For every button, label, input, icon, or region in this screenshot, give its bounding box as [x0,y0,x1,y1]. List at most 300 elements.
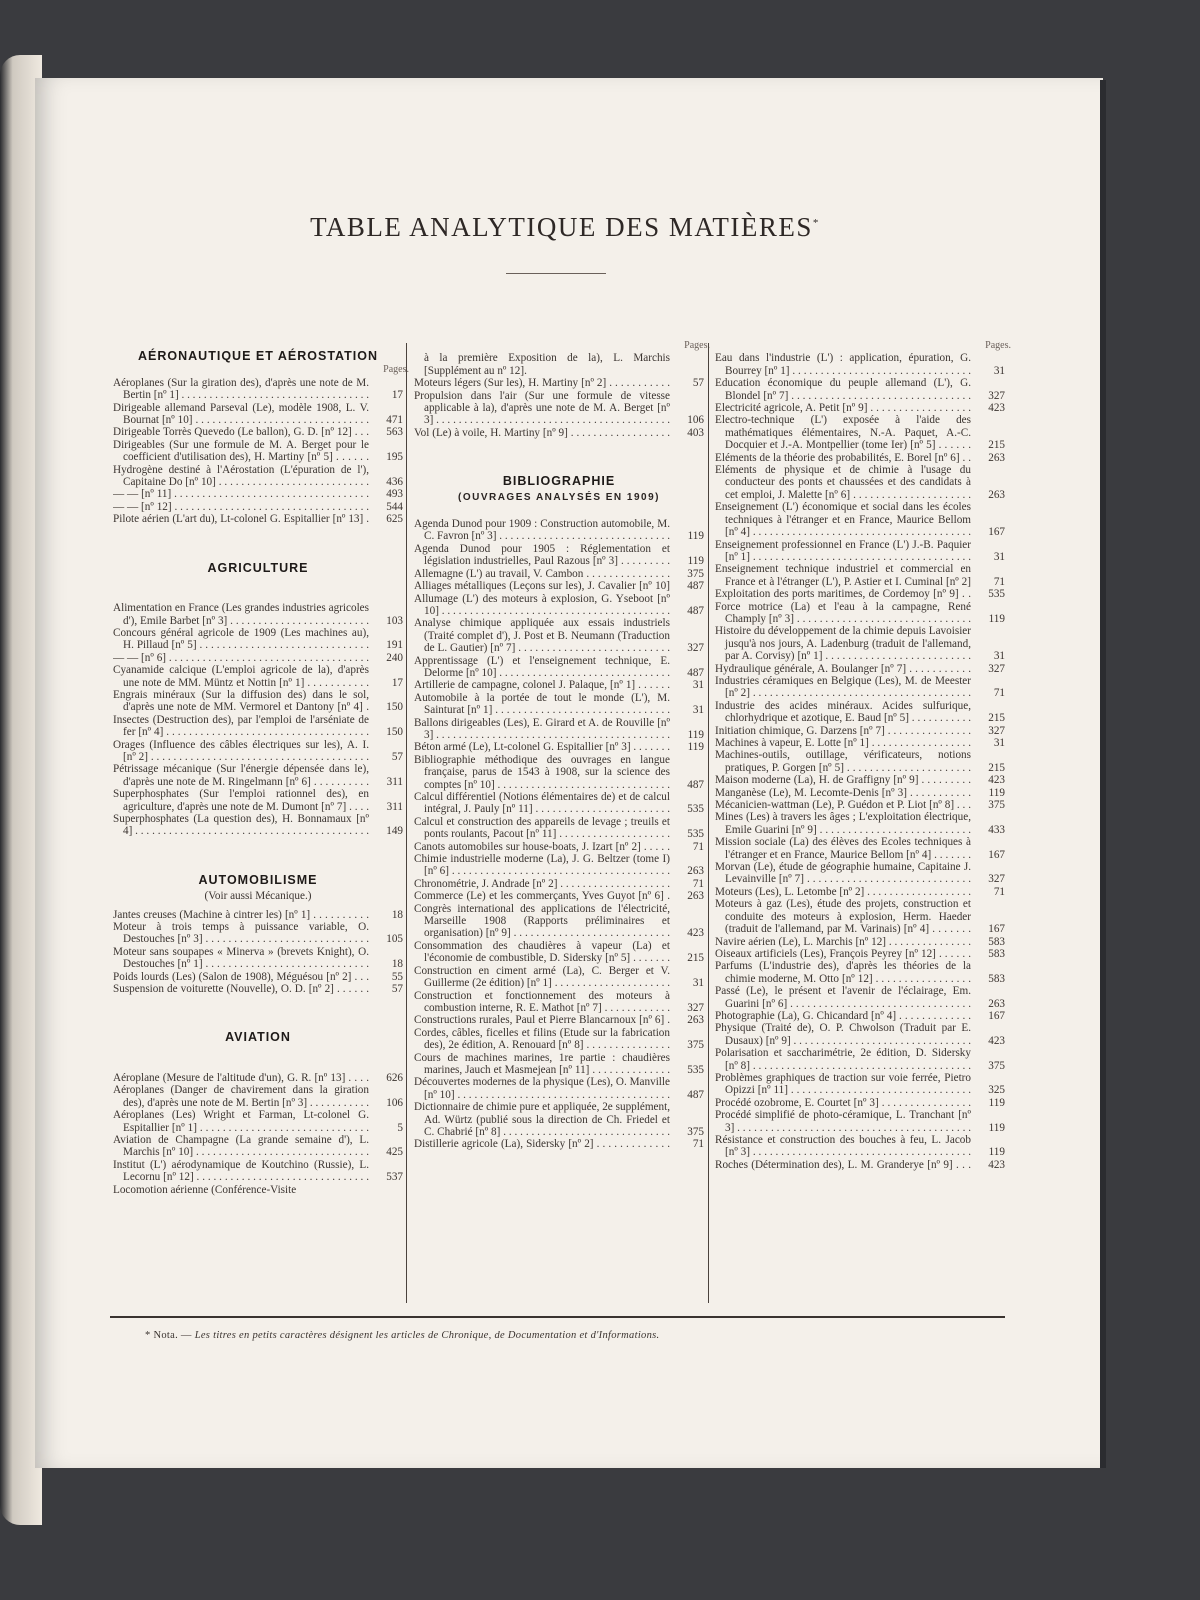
index-column-3 [715,340,1011,1171]
index-entry [715,464,1005,501]
index-entry [715,377,1005,402]
index-entry [715,539,1005,564]
entry-page-number: 71 [975,687,1005,699]
spacer [113,526,403,552]
entry-page-number: 327 [975,390,1005,402]
entry-title: Jantes creuses (Machine à cintrer les) [nº 1] . . . [113,909,369,921]
index-entry [113,813,403,838]
entry-title: Machines à vapeur, E. Lotte [nº 1] . . . [715,737,971,749]
entry-title: Passé (Le), le présent et l'avenir de l'éclairage, Em. Guarini [nº 6] . . . [715,985,971,1010]
entry-title: Calcul différentiel (Notions élémentaires de) et de calcul intégral, J. Pauly [nº 11] . . . [414,791,670,816]
entry-page-number: 625 [373,513,403,525]
entry-title: Bibliographie méthodique des ouvrages en langue française, parus de 1543 à 1908, sur la science des comptes [nº 10] . . . [414,754,670,791]
entry-title: Mission sociale (La) des élèves des Ecoles techniques à l'étranger et en France, Maurice Bellom [nº 4] . . . [715,836,971,861]
index-entry [715,452,1005,464]
index-entry [715,1097,1005,1109]
entry-page-number: 31 [674,977,704,989]
index-entry [715,985,1005,1010]
entry-page-number: 106 [674,414,704,426]
entry-title: Maison moderne (La), H. de Graffigny [nº 9] . . . [715,774,971,786]
entry-page-number: 150 [373,726,403,738]
entry-title: Physique (Traité de), O. P. Chwolson (Traduit par E. Dusaux) [nº 9] . . . [715,1022,971,1047]
entry-page-number: 325 [975,1084,1005,1096]
index-entry [113,946,403,971]
entry-page-number: 423 [975,1159,1005,1171]
index-entry [414,427,704,439]
entry-page-number: 311 [373,801,403,813]
entry-title: Superphosphates (Sur l'emploi rationnel des), en agriculture, d'après une note de M. Dumont [nº 7] . . . [113,788,369,813]
index-entry [113,1109,403,1134]
index-entry [414,1101,704,1138]
entry-page-number: 487 [674,605,704,617]
entry-title: Chronométrie, J. Andrade [nº 2] . . . [414,878,670,890]
index-entry [414,352,704,377]
spacer [414,439,704,465]
index-entry [113,602,403,627]
entry-page-number: 327 [674,1002,704,1014]
index-entry [414,543,704,568]
index-entry [113,501,403,513]
index-entry [715,1022,1005,1047]
index-entry [715,1047,1005,1072]
index-entry [414,990,704,1015]
index-entry [715,936,1005,948]
entry-page-number: 327 [975,725,1005,737]
entry-title: Agenda Dunod pour 1909 : Construction automobile, M. C. Favron [nº 3] . . . [414,518,670,543]
section-subheading: (OUVRAGES ANALYSÉS EN 1909) [457,491,661,503]
index-entry [414,754,704,791]
entry-page-number: 5 [373,1122,403,1134]
index-entry [715,737,1005,749]
entry-title: Manganèse (Le), M. Lecomte-Denis [nº 3] . . . [715,787,971,799]
page-title [0,212,1130,243]
entry-page-number: 195 [373,451,403,463]
entry-title: Constructions rurales, Paul et Pierre Blancarnoux [nº 6] . . . [414,1014,670,1026]
see-also-note: (Voir aussi Mécanique.) [204,890,312,903]
entry-title: Canots automobiles sur house-boats, J. Izart [nº 2] . . . [414,841,670,853]
entry-title: Histoire du développement de la chimie depuis Lavoisier jusqu'à nos jours, A. Ladenburg (traduit de l'allemand, par A. Corvisy) [nº 1] . . . [715,625,971,662]
section-heading: AGRICULTURE [207,560,309,575]
index-column-2 [414,340,710,1151]
entry-title: Chimie industrielle moderne (La), J. G. Beltzer (tome I) [nº 6] . . . [414,853,670,878]
index-entry [113,921,403,946]
entry-title: Electro-technique (L') exposée à l'aide des mathématiques élémentaires, N.-A. Paquet, A.-C. Docquier et J.-A. Montpellier (tome Ier) [nº 5] . . . [715,414,971,451]
entry-page-number: 106 [373,1097,403,1109]
index-entry [414,853,704,878]
index-entry [414,791,704,816]
entry-page-number: 425 [373,1146,403,1158]
entry-title: Insectes (Destruction des), par l'emploi de l'arséniate de fer [nº 4] . . . [113,714,369,739]
index-entry [414,617,704,654]
entry-title: Alimentation en France (Les grandes industries agricoles d'), Emile Barbet [nº 3] . . . [113,602,369,627]
index-entry [715,774,1005,786]
index-entry [715,948,1005,960]
index-entry [715,787,1005,799]
index-entry [414,1076,704,1101]
entry-title: Eau dans l'industrie (L') : application, épuration, G. Bourrey [nº 1] . . . [715,352,971,377]
index-entry [715,700,1005,725]
entry-title: Superphosphates (La question des), H. Bonnamaux [nº 4] . . . [113,813,369,838]
footnote-label: * Nota. — [145,1330,192,1341]
entry-page-number: 31 [975,551,1005,563]
index-entry [715,836,1005,861]
index-entry [715,625,1005,662]
index-entry [113,513,403,525]
index-entry [715,352,1005,377]
entry-page-number: 327 [975,873,1005,885]
entry-title: Béton armé (Le), Lt-colonel G. Espitallier [nº 3] . . . [414,741,670,753]
entry-title: Problèmes graphiques de traction sur voie ferrée, Pietro Opizzi [nº 11] . . . [715,1072,971,1097]
entry-page-number: 119 [975,1097,1005,1109]
pages-column-label: Pages. [684,340,710,351]
index-column-1 [113,340,409,1196]
index-entry [715,1072,1005,1097]
entry-page-number: 583 [975,936,1005,948]
entry-title: Calcul et construction des appareils de levage ; treuils et ponts roulants, Pacout [nº 11] . . . [414,816,670,841]
entry-page-number: 493 [373,488,403,500]
entry-page-number: 103 [373,615,403,627]
entry-title: Dictionnaire de chimie pure et appliquée, 2e supplément, Ad. Würtz (publié sous la direction de Ch. Friedel et C. Chabrié [nº 8] . . . [414,1101,670,1138]
index-entry [715,725,1005,737]
entry-title: Eléments de physique et de chimie à l'usage du conducteur des ponts et chaussées et des candidats à cet emploi, J. Malette [nº 6] . . . [715,464,971,501]
entry-page-number: 583 [975,973,1005,985]
index-entry [715,1010,1005,1022]
entry-title: Moteurs légers (Sur les), H. Martiny [nº 2] . . . [414,377,670,389]
section-heading: BIBLIOGRAPHIE [502,474,616,489]
spacer [113,1046,403,1072]
entry-page-number: 433 [975,824,1005,836]
entry-page-number: 119 [975,787,1005,799]
entry-page-number: 31 [975,365,1005,377]
entry-title: Electricité agricole, A. Petit [nº 9] . . . [715,402,971,414]
index-entry [715,563,1005,588]
entry-page-number: 18 [373,909,403,921]
pages-column-label: Pages. [383,364,409,376]
entry-page-number: 537 [373,1171,403,1183]
entry-page-number: 167 [975,526,1005,538]
entry-page-number: 57 [674,377,704,389]
entry-title: Pilote aérien (L'art du), Lt-colonel G. Espitallier [nº 13] . . . [113,513,369,525]
index-entry [414,717,704,742]
entry-title: Cours de machines marines, 1re partie : chaudières marines, Jauch et Masmejean [nº 11] . . . [414,1052,670,1077]
entry-page-number: 71 [674,841,704,853]
pages-column-label: Pages. [985,340,1011,351]
entry-page-number: 263 [975,998,1005,1010]
entry-page-number: 487 [674,1089,704,1101]
entry-title: Institut (L') aérodynamique de Koutchino (Russie), L. Lecornu [nº 12] . . . [113,1159,369,1184]
entry-page-number: 71 [674,878,704,890]
footnote [145,1330,659,1341]
entry-page-number: 167 [975,849,1005,861]
entry-title: Photographie (La), G. Chicandard [nº 4] . . . [715,1010,971,1022]
index-entry [414,518,704,543]
entry-title: Parfums (L'industrie des), d'après les théories de la chimie moderne, M. Otto [nº 12] . . . [715,960,971,985]
index-entry [715,675,1005,700]
entry-title: Roches (Détermination des), L. M. Granderye [nº 9] . . . [715,1159,971,1171]
entry-title: Eléments de la théorie des probabilités, E. Borel [nº 6] . . . [715,452,971,464]
bottom-rule [110,1316,1005,1318]
entry-page-number: 327 [674,642,704,654]
index-entry [414,903,704,940]
entry-title: Distillerie agricole (La), Sidersky [nº 2] . . . [414,1138,670,1150]
index-entry [113,426,403,438]
entry-title: Force motrice (La) et l'eau à la campagne, René Champly [nº 3] . . . [715,601,971,626]
index-entry [414,878,704,890]
entry-page-number: 544 [373,501,403,513]
index-entry [113,714,403,739]
entry-page-number: 375 [674,568,704,580]
entry-page-number: 215 [674,952,704,964]
entry-title: Aéroplanes (Les) Wright et Farman, Lt-colonel G. Espitallier [nº 1] . . . [113,1109,369,1134]
entry-page-number: 119 [975,1122,1005,1134]
entry-title: Enseignement (L') économique et social dans les écoles techniques à l'étranger et en France, Maurice Bellom [nº 4] . . . [715,501,971,538]
index-entry [414,841,704,853]
entry-title: Dirigeable Torrès Quevedo (Le ballon), G. D. [nº 12] . . . [113,426,369,438]
spacer [113,576,403,602]
entry-title: Industrie des acides minéraux. Acides sulfurique, chlorhydrique et azotique, E. Baud [nº 5] . . . [715,700,971,725]
index-entry [113,1072,403,1084]
entry-title: Congrès international des applications de l'électricité, Marseille 1908 (Rapports préliminaires et organisation) [nº 9] . . . [414,903,670,940]
entry-page-number: 167 [975,923,1005,935]
entry-page-number: 31 [674,679,704,691]
entry-title: Découvertes modernes de la physique (Les), O. Manville [nº 10] . . . [414,1076,670,1101]
entry-title: Suspension de voiturette (Nouvelle), O. D. [nº 2] . . . [113,983,369,995]
footnote-text: Les titres en petits caractères désignent les articles de Chronique, de Documentation et d'Informations. [194,1330,660,1341]
entry-title: Industries céramiques en Belgique (Les), M. de Meester [nº 2] . . . [715,675,971,700]
index-entry [113,402,403,427]
entry-title: — — [nº 6] . . . [113,652,369,664]
index-entry [715,1159,1005,1171]
index-entry [715,414,1005,451]
entry-page-number: 583 [975,948,1005,960]
entry-title: — — [nº 12] . . . [113,501,369,513]
entry-title: Aéroplanes (Danger de chavirement dans la giration des), d'après une note de M. Bertin [nº 3] . . . [113,1084,369,1109]
entry-page-number: 263 [674,865,704,877]
title-text: TABLE ANALYTIQUE DES MATIÈRES [310,212,813,242]
index-entry [113,377,403,402]
title-rule [506,273,606,274]
entry-page-number: 375 [975,1060,1005,1072]
entry-page-number: 436 [373,476,403,488]
entry-title: Engrais minéraux (Sur la diffusion des) dans le sol, d'après une note de MM. Vermorel et Dantony [nº 4] . . . [113,689,369,714]
entry-title: Enseignement technique industriel et commercial en France et à l'étranger (L'), P. Astier et I. Cuminal [nº 2] . . . [715,563,971,588]
index-entry [113,689,403,714]
entry-page-number: 403 [674,427,704,439]
column-divider [708,343,709,1303]
entry-page-number: 215 [975,712,1005,724]
index-entry [715,588,1005,600]
entry-page-number: 71 [975,576,1005,588]
index-entry [414,1027,704,1052]
index-entry [414,816,704,841]
index-entry [715,1109,1005,1134]
entry-title: Ballons dirigeables (Les), E. Girard et A. de Rouville [nº 3] . . . [414,717,670,742]
index-entry [414,679,704,691]
entry-title: Alliages métalliques (Leçons sur les), J. Cavalier [nº 10] . . . [414,580,670,592]
index-entry [113,1184,403,1196]
entry-page-number: 31 [975,650,1005,662]
entry-title: Résistance et construction des bouches à feu, L. Jacob [nº 3] . . . [715,1134,971,1159]
index-entry [715,601,1005,626]
entry-page-number: 18 [373,958,403,970]
entry-title: Construction et fonctionnement des moteurs à combustion interne, R. E. Mathot [nº 7] . . . [414,990,670,1015]
entry-page-number: 240 [373,652,403,664]
entry-title: Agenda Dunod pour 1905 : Réglementation et législation industrielles, Paul Razous [nº 3] . . . [414,543,670,568]
entry-title: Hydraulique générale, A. Boulanger [nº 7] . . . [715,663,971,675]
index-entry [414,1052,704,1077]
entry-title: Education économique du peuple allemand (L'), G. Blondel [nº 7] . . . [715,377,971,402]
entry-title: Poids lourds (Les) (Salon de 1908), Méguésou [nº 2] . . . [113,971,369,983]
entry-title: à la première Exposition de la), L. Marchis [Supplément au nº 12]. [424,352,670,377]
entry-title: Aéroplanes (Sur la giration des), d'après une note de M. Bertin [nº 1] . . . [113,377,369,402]
book-cover-edge [1100,80,1106,1468]
entry-title: Mines (Les) à travers les âges ; L'exploitation électrique, Emile Guarini [nº 9] . . . [715,811,971,836]
entry-title: Moteur à trois temps à puissance variable, O. Destouches [nº 3] . . . [113,921,369,946]
entry-title: Pétrissage mécanique (Sur l'énergie dépensée dans le), d'après une note de M. Ringelmann [nº 6] . . . [113,763,369,788]
entry-page-number: 311 [373,776,403,788]
entry-title: Morvan (Le), étude de géographie humaine, Capitaine J. Levainville [nº 7] . . . [715,861,971,886]
entry-page-number: 17 [373,389,403,401]
entry-title: — — [nº 11] . . . [113,488,369,500]
index-entry [113,971,403,983]
index-entry [113,627,403,652]
entry-page-number: 375 [975,799,1005,811]
entry-page-number: 215 [975,439,1005,451]
index-entry [113,464,403,489]
entry-page-number: 423 [975,774,1005,786]
entry-title: Moteurs à gaz (Les), étude des projets, construction et conduite des moteurs à explosion, Herm. Haeder (traduit de l'allemand, par M. Varinais) [nº 4] . . . [715,898,971,935]
index-entry [414,940,704,965]
index-entry [113,788,403,813]
entry-title: Polarisation et saccharimétrie, 2e édition, D. Sidersky [nº 8] . . . [715,1047,971,1072]
index-entry [113,439,403,464]
entry-page-number: 215 [975,762,1005,774]
entry-title: Oiseaux artificiels (Les), François Peyrey [nº 12] . . . [715,948,971,960]
index-entry [113,983,403,995]
index-entry [715,960,1005,985]
index-entry [715,749,1005,774]
entry-title: Enseignement professionnel en France (L') J.-B. Paquier [nº 1] . . . [715,539,971,564]
entry-title: Orages (Influence des câbles électriques sur les), A. I. [nº 2] . . . [113,739,369,764]
index-entry [113,1084,403,1109]
entry-page-number: 119 [674,530,704,542]
entry-page-number: 105 [373,933,403,945]
entry-title: Dirigeable allemand Parseval (Le), modèle 1908, L. V. Bournat [nº 10] . . . [113,402,369,427]
spacer [113,838,403,864]
entry-title: Vol (Le) à voile, H. Martiny [nº 9] . . . [414,427,670,439]
index-entry [715,861,1005,886]
entry-title: Dirigeables (Sur une formule de M. A. Berget pour le coefficient d'utilisation des), H. Martiny [nº 5] . . . [113,439,369,464]
index-entry [414,965,704,990]
index-entry [414,390,704,427]
entry-page-number: 375 [674,1039,704,1051]
entry-title: Consommation des chaudières à vapeur (La) et l'économie de combustible, D. Sidersky [nº 5] . . . [414,940,670,965]
entry-title: Cordes, câbles, ficelles et filins (Etude sur la fabrication des), 2e édition, A. Renouard [nº 8] . . . [414,1027,670,1052]
index-entry [414,580,704,592]
entry-title: Moteur sans soupapes « Minerva » (brevets Knight), O. Destouches [nº 1] . . . [113,946,369,971]
entry-title: Aviation de Champagne (La grande semaine d'), L. Marchis [nº 10] . . . [113,1134,369,1159]
index-entry [113,1134,403,1159]
index-entry [715,811,1005,836]
index-entry [715,799,1005,811]
title-footnote-mark: * [812,217,820,229]
entry-page-number: 327 [975,663,1005,675]
entry-title: Machines-outils, outillage, vérificateurs, notions pratiques, P. Gorgen [nº 5] . . . [715,749,971,774]
entry-title: Procédé simplifié de photo-céramique, L. Tranchant [nº 3] . . . [715,1109,971,1134]
index-entry [715,501,1005,538]
index-entry [715,402,1005,414]
index-entry [715,898,1005,935]
index-entry [414,568,704,580]
index-entry [715,663,1005,675]
entry-page-number: 71 [674,1138,704,1150]
entry-page-number: 471 [373,414,403,426]
index-entry [113,763,403,788]
index-entry [414,1138,704,1150]
entry-title: Navire aérien (Le), L. Marchis [nº 12] . . . [715,936,971,948]
entry-page-number: 55 [373,971,403,983]
entry-title: Construction en ciment armé (La), C. Berger et V. Guillerme (2e édition) [nº 1] . . . [414,965,670,990]
index-entry [113,488,403,500]
entry-page-number: 57 [373,751,403,763]
index-entry [715,886,1005,898]
entry-page-number: 263 [975,489,1005,501]
entry-page-number: 535 [674,828,704,840]
entry-title: Procédé ozobrome, E. Courtet [nº 3] . . . [715,1097,971,1109]
entry-page-number: 119 [674,555,704,567]
entry-page-number: 191 [373,639,403,651]
index-entry [113,739,403,764]
index-entry [414,692,704,717]
entry-title: Automobile à la portée de tout le monde (L'), M. Sainturat [nº 1] . . . [414,692,670,717]
entry-title: Cyanamide calcique (L'emploi agricole de la), d'après une note de MM. Müntz et Nottin [nº 1] . . . [113,664,369,689]
entry-page-number: 119 [975,613,1005,625]
entry-page-number: 263 [674,890,704,902]
entry-page-number: 119 [975,1146,1005,1158]
entry-title: Propulsion dans l'air (Sur une formule de vitesse applicable à la), d'après une note de M. A. Berget [nº 3] . . . [414,390,670,427]
entry-page-number: 31 [674,704,704,716]
index-entry [113,1159,403,1184]
entry-page-number: 563 [373,426,403,438]
entry-page-number: 535 [975,588,1005,600]
column-divider [406,343,407,1303]
entry-title: Commerce (Le) et les commerçants, Yves Guyot [nº 6] . . . [414,890,670,902]
entry-title: Mécanicien-wattman (Le), P. Guédon et P. Liot [nº 8] . . . [715,799,971,811]
entry-page-number: 31 [975,737,1005,749]
index-entry [414,1014,704,1026]
entry-title: Analyse chimique appliquée aux essais industriels (Traité complet d'), J. Post et B. Neumann (Traduction de L. Gautier) [nº 7] . . . [414,617,670,654]
index-entry [715,1134,1005,1159]
entry-title: Aéroplane (Mesure de l'altitude d'un), G. R. [nº 13] . . . [113,1072,369,1084]
entry-title: Apprentissage (L') et l'enseignement technique, E. Delorme [nº 10] . . . [414,655,670,680]
entry-page-number: 423 [975,1035,1005,1047]
entry-title: Exploitation des ports maritimes, de Cordemoy [nº 9] . . . [715,588,971,600]
entry-page-number: 263 [674,1014,704,1026]
index-entry [113,652,403,664]
entry-page-number: 57 [373,983,403,995]
index-entry [414,655,704,680]
entry-page-number: 487 [674,779,704,791]
entry-page-number: 487 [674,580,704,592]
entry-page-number: 149 [373,825,403,837]
index-entry [414,741,704,753]
index-entry [113,909,403,921]
index-entry [113,664,403,689]
entry-title: Moteurs (Les), L. Letombe [nº 2] . . . [715,886,971,898]
entry-title: Allemagne (L') au travail, V. Cambon . . . [414,568,670,580]
entry-page-number: 71 [975,886,1005,898]
index-entry [414,890,704,902]
